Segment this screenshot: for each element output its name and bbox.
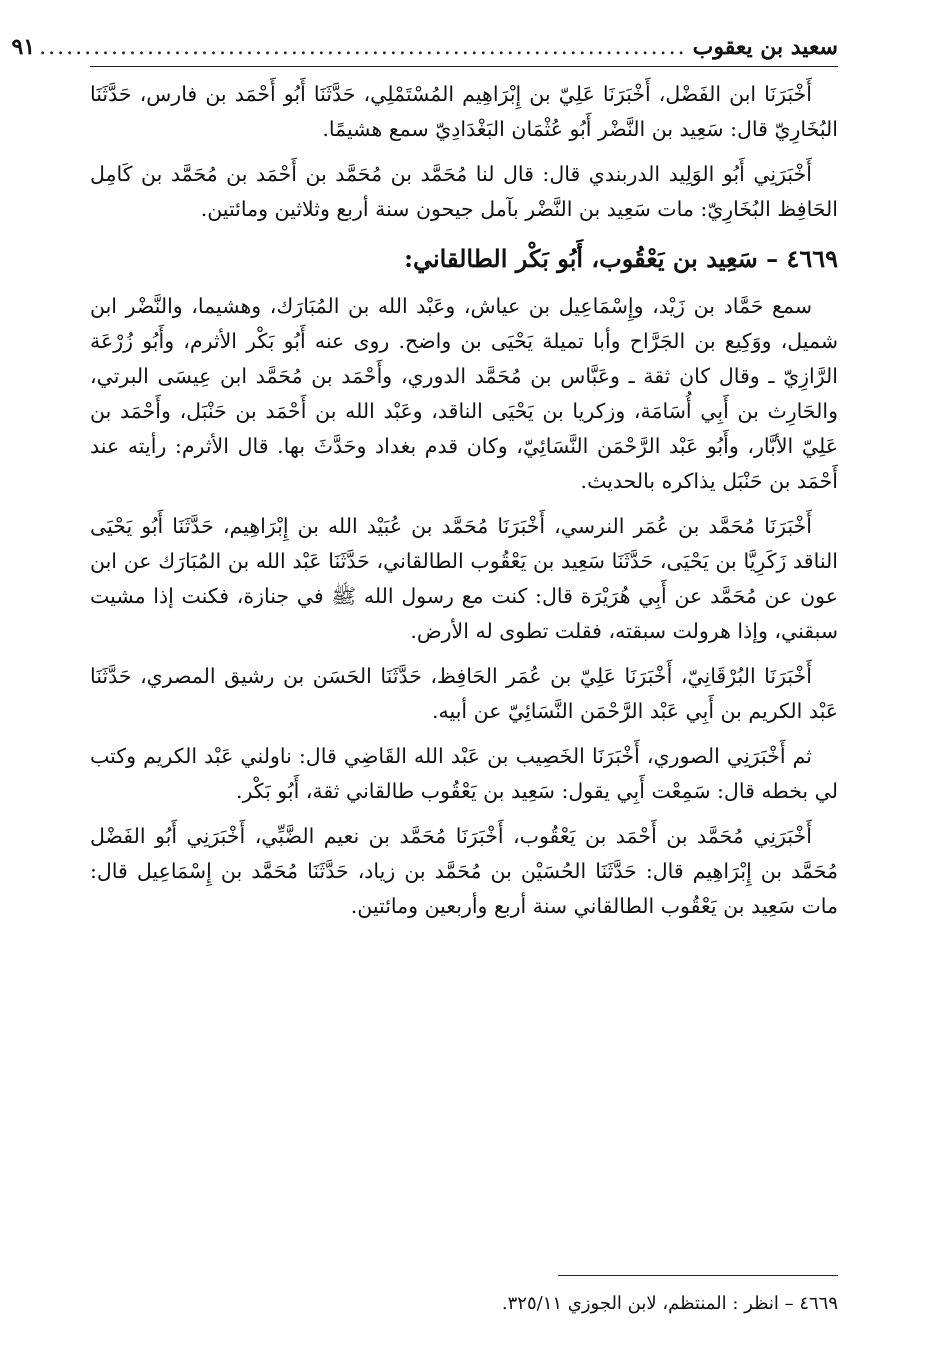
footnote-separator-rule bbox=[558, 1275, 838, 1276]
page-number: ٩١ bbox=[11, 34, 36, 60]
running-header-title: سعيد بن يعقوب bbox=[692, 34, 838, 60]
paragraph-2: أَخْبَرَنِي أَبُو الوَلِيد الدربندي قال: قال لنا مُحَمَّد بن مُحَمَّد بن أَحْمَد بن مُحَمَّد بن كَامِل الحَافِظ البُخَارِيّ: مات سَعِيد بن النَّضْر بآمل جيحون سنة أربع وثلاثين ومائتين. bbox=[90, 162, 838, 221]
paragraph-4: أَخْبَرَنَا مُحَمَّد بن عُمَر النرسي، أَخْبَرَنَا مُحَمَّد بن عُبَيْد الله بن إِبْرَاهِيم، حَدَّثَنَا أَبُو يَحْيَى الناقد زَكَرِيَّا بن يَحْيَى، حَدَّثَنَا سَعِيد بن يَعْقُوب الطالقاني، حَدَّثَنَا عَبْد الله بن المُبَارَك عن ابن عون عن مُحَمَّد عن أَبِي هُرَيْرَة قال: كنت مع رسول الله ﷺ في جنازة، فكنت إذا مشيت سبقني، وإذا هرولت سبقته، فقلت تطوى له الأرض. bbox=[90, 514, 838, 643]
paragraph-5: أَخْبَرَنَا البُرْقَانِيّ، أَخْبَرَنَا عَلِيّ بن عُمَر الحَافِظ، حَدَّثَنَا الحَسَن بن رشيق المصري، حَدَّثَنَا عَبْد الكريم بن أَبِي عَبْد الرَّحْمَن النَّسَائِيّ عن أبيه. bbox=[90, 664, 838, 723]
footnote: ٤٦٦٩ – انظر : المنتظم، لابن الجوزي ٣٢٥/١١. bbox=[501, 1293, 838, 1314]
running-header-leader-dots: ........................................................................ bbox=[39, 35, 687, 60]
page-body bbox=[11, 30, 838, 924]
entry-heading: ٤٦٦٩ – سَعِيد بن يَعْقُوب، أَبُو بَكْر الطالقاني: bbox=[404, 244, 838, 273]
paragraph-1: أَخْبَرَنَا ابن الفَضْل، أَخْبَرَنَا عَلِيّ بن إِبْرَاهِيم المُسْتَمْلِي، حَدَّثَنَا أَبُو أَحْمَد بن فارس، حَدَّثَنَا البُخَارِيّ قال: سَعِيد بن النَّضْر أَبُو عُثْمَان البَغْدَادِيّ سمع هشيمًا. bbox=[90, 82, 838, 141]
paragraph-3: سمع حَمَّاد بن زَيْد، وإِسْمَاعِيل بن عياش، وعَبْد الله بن المُبَارَك، وهشيما، والنَّضْر ابن شميل، ووَكِيع بن الجَرَّاح وأبا تميلة يَحْيَى بن واضح. روى عنه أَبُو بَكْر الأثرم، وأَبُو زُرْعَة الرَّازِيّ ـ وقال كان ثقة ـ وعَبَّاس بن مُحَمَّد الدوري، وأَحْمَد بن مُحَمَّد ابن عِيسَى البرتي، والحَارِث بن أَبِي أُسَامَة، وزكريا بن يَحْيَى الناقد، وعَبْد الله بن أَحْمَد بن حَنْبَل، وأَحْمَد بن عَلِيّ الأبَّار، وأَبُو عَبْد الرَّحْمَن النَّسَائِيّ، وكان قدم بغداد وحَدَّثَ بها. قال الأثرم: رأيته عند أَحْمَد بن حَنْبَل يذاكره بالحديث. bbox=[90, 294, 838, 493]
running-header bbox=[11, 30, 838, 67]
paragraph-6: ثم أَخْبَرَنِي الصوري، أَخْبَرَنَا الخَصِيب بن عَبْد الله القَاضِي قال: ناولني عَبْد الكريم وكتب لي بخطه قال: سَمِعْت أَبِي يقول: سَعِيد بن يَعْقُوب طالقاني ثقة، أَبُو بَكْر. bbox=[90, 744, 838, 803]
paragraph-7: أَخْبَرَنِي مُحَمَّد بن أَحْمَد بن يَعْقُوب، أَخْبَرَنَا مُحَمَّد بن نعيم الضَّبِّي، أَخْبَرَنِي أَبُو الفَضْل مُحَمَّد بن إِبْرَاهِيم قال: حَدَّثَنَا الحُسَيْن بن مُحَمَّد بن زياد، حَدَّثَنَا مُحَمَّد بن إِسْمَاعِيل قال: مات سَعِيد بن يَعْقُوب الطالقاني سنة أربع وأربعين ومائتين. bbox=[90, 824, 838, 918]
